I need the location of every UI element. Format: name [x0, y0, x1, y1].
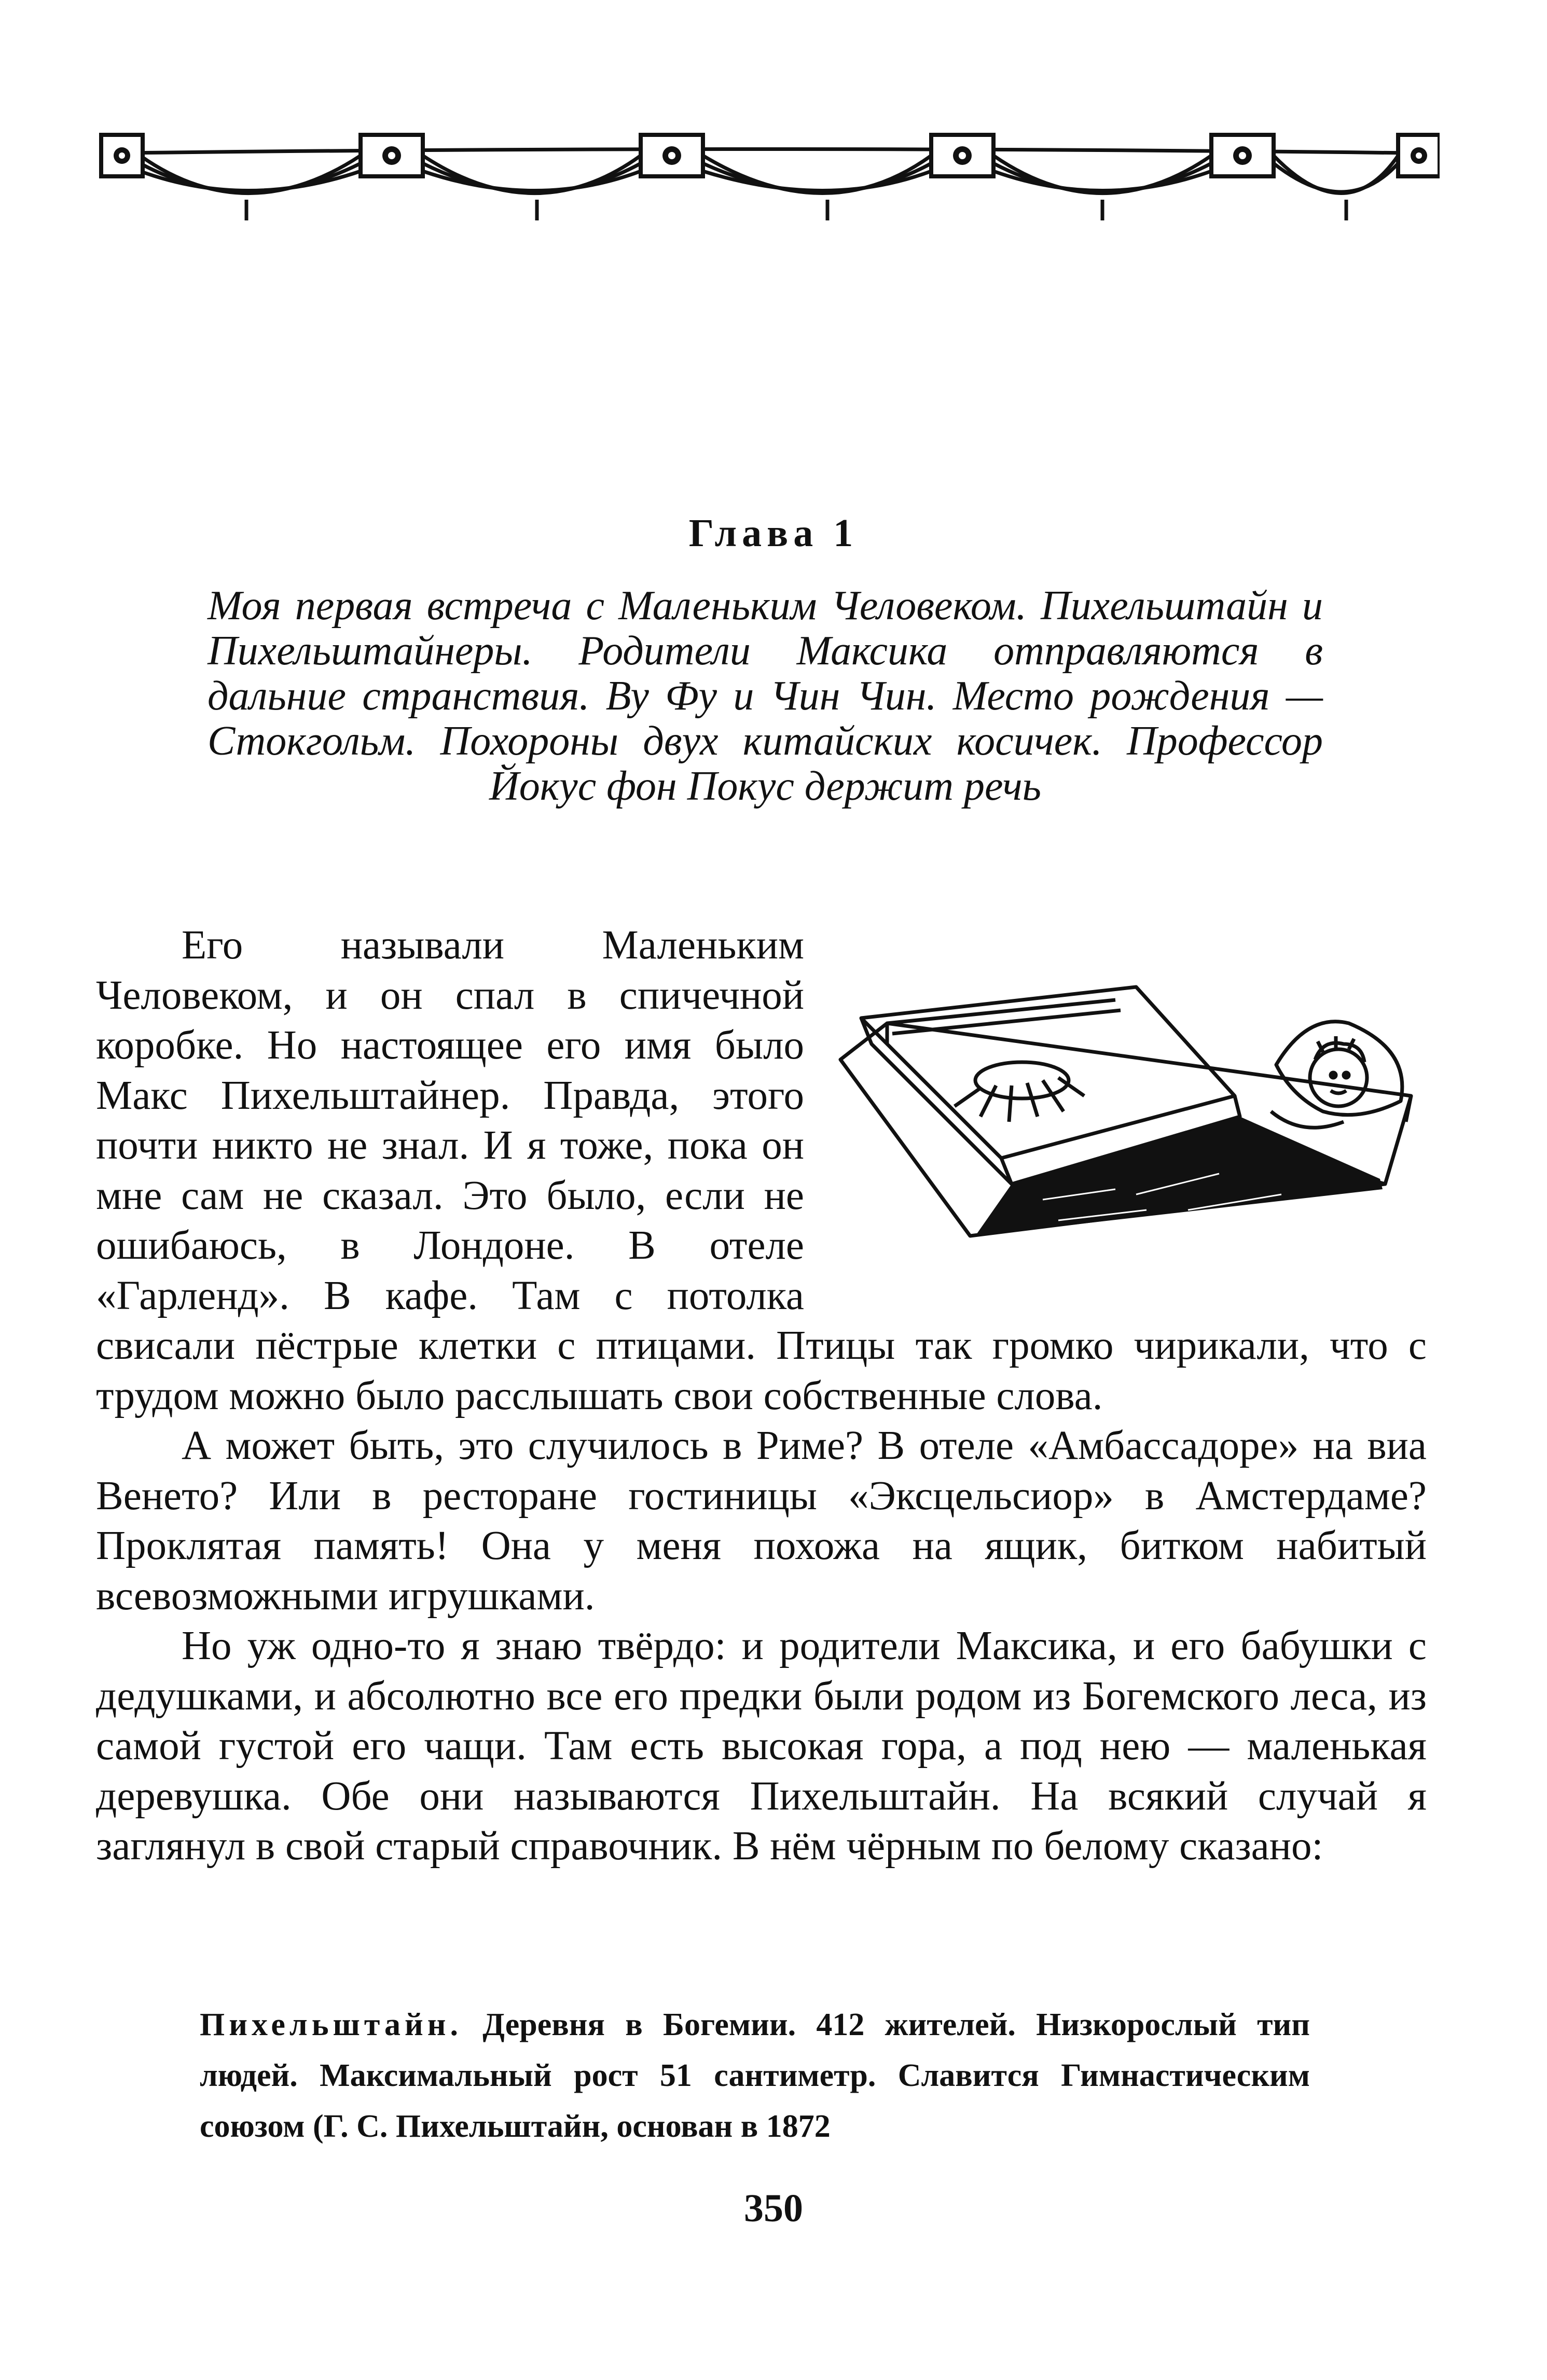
dictionary-text: Деревня в Богемии. 412 жителей. Низкорослый тип людей. Максимальный рост 51 сантиметр. Славится Гимнастическим союзом (Г. С. Пихельштайн, основан в 1872 [200, 2007, 1310, 2144]
matchbox-bed-illustration-icon [825, 966, 1437, 1275]
dictionary-entry [200, 1999, 1310, 2152]
page-number: 350 [744, 2187, 803, 2230]
garland-ornament-icon [91, 132, 1440, 241]
chapter-title: Глава 1 [688, 511, 859, 555]
dictionary-headword: Пихельштайн. [200, 2007, 462, 2042]
body-paragraph: А может быть, это случилось в Риме? В отеле «Амбассадоре» на виа Венето? Или в ресторане гостиницы «Эксцельсиор» в Амстердаме? Проклятая память! Она у меня похожа на ящик, битком набитый всевозможными игрушками. [96, 1423, 1427, 1619]
body-paragraph: Его называли Маленьким Человеком, и он спал в спичечной коробке. Но настоящее его имя было Макс Пихельштайнер. Правда, этого почти никто не знал. И я тоже, пока он мне сам не сказал. Это было, если не ошибаюсь, в Лондоне. В отеле «Гарленд». В кафе. Там с потолка свисали пёстрые клетки с птицами. Птицы так громко чирикали, что с трудом можно было расслышать свои собственные слова. [96, 923, 1427, 1418]
body-text [96, 921, 1427, 1872]
body-paragraph: Но уж одно-то я знаю твёрдо: и родители Максика, и его бабушки с дедушками, и абсолютно все его предки были родом из Богемского леса, из самой густой его чащи. Там есть высокая гора, а под нею — маленькая деревушка. Обе они называются Пихельштайн. На всякий случай я заглянул в свой старый справочник. В нём чёрным по белому сказано: [96, 1623, 1427, 1869]
chapter-summary: Моя первая встреча с Маленьким Человеком. Пихельштайн и Пихельштайнеры. Родители Максика отправляются в дальние странствия. Ву Фу и Чин Чин. Место рождения — Стокгольм. Похороны двух китайских косичек. Профессор Йокус фон Покус держит речь [208, 583, 1323, 809]
